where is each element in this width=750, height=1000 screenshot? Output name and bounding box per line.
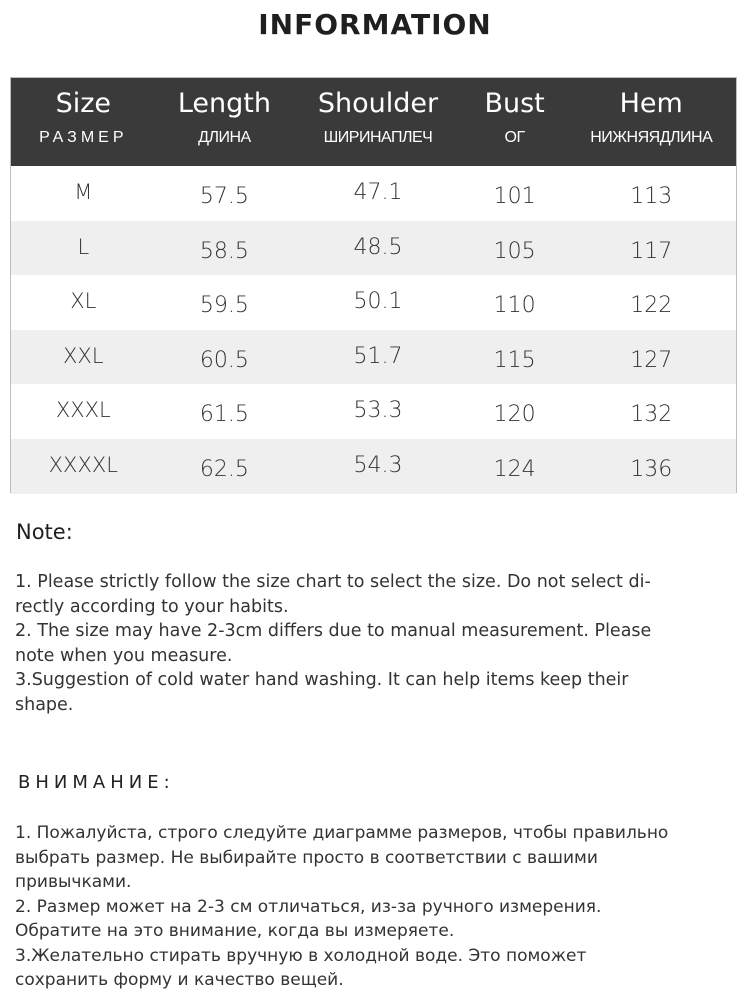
note-line: сохранить форму и качество вещей. xyxy=(15,970,344,990)
note-line: rectly according to your habits. xyxy=(15,596,289,617)
cell-length: 59.5 xyxy=(199,293,249,319)
cell-size: XL xyxy=(70,289,97,314)
table-body xyxy=(11,166,736,494)
cell-hem: 117 xyxy=(630,238,673,264)
cell-shoulder: 48.5 xyxy=(353,234,403,260)
cell-size: XXL xyxy=(63,343,104,368)
header-main: Size xyxy=(55,88,112,119)
table-row xyxy=(11,384,736,439)
cell-bust: 105 xyxy=(493,238,536,264)
note-line: 3.Желательно стирать вручную в холодной воде. Это поможет xyxy=(15,945,587,966)
cell-hem: 132 xyxy=(630,402,673,428)
cell-length: 60.5 xyxy=(199,347,249,373)
cell-shoulder: 53.3 xyxy=(353,398,403,424)
cell-shoulder: 50.1 xyxy=(353,289,403,315)
note-line: 3.Suggestion of cold water hand washing. It can help items keep their xyxy=(15,670,629,690)
cell-size: M xyxy=(74,180,93,204)
table-row xyxy=(11,439,736,494)
russian-note-heading: ВНИМАНИЕ: xyxy=(18,772,175,793)
cell-size: L xyxy=(77,234,90,259)
size-chart-table xyxy=(10,77,737,493)
note-text xyxy=(15,570,740,717)
table-row xyxy=(11,275,736,330)
note-line: note when you measure. xyxy=(15,645,233,666)
header-bust xyxy=(463,78,567,166)
cell-size: XXXL xyxy=(55,398,111,423)
header-hem xyxy=(566,78,736,166)
cell-bust: 115 xyxy=(493,347,536,373)
note-line: привычками. xyxy=(15,872,132,892)
cell-hem: 136 xyxy=(630,456,673,482)
cell-length: 58.5 xyxy=(199,238,249,264)
header-sub: ОГ xyxy=(504,129,525,146)
note-line: 1. Please strictly follow the size chart to select the size. Do not select di- xyxy=(15,572,651,592)
note-line: 2. Размер может на 2-3 см отличаться, из-за ручного измерения. xyxy=(15,896,602,917)
page-title: INFORMATION xyxy=(258,8,492,41)
header-main: Bust xyxy=(484,88,545,119)
header-sub: ШИРИНАПЛЕЧ xyxy=(323,129,433,146)
cell-length: 61.5 xyxy=(199,402,249,428)
cell-shoulder: 54.3 xyxy=(353,452,403,478)
table-row xyxy=(11,330,736,385)
cell-shoulder: 51.7 xyxy=(353,343,403,369)
cell-bust: 110 xyxy=(493,293,536,319)
header-size xyxy=(11,78,156,166)
header-length xyxy=(156,78,294,166)
note-line: 2. The size may have 2-3cm differs due to manual measurement. Please xyxy=(15,621,652,641)
cell-size: XXXXL xyxy=(48,452,118,477)
table-header xyxy=(11,78,736,166)
header-shoulder xyxy=(293,78,463,166)
table-row xyxy=(11,221,736,276)
note-heading: Note: xyxy=(16,520,73,544)
table-row xyxy=(11,166,736,221)
cell-length: 57.5 xyxy=(199,184,249,209)
cell-bust: 101 xyxy=(493,184,536,209)
cell-hem: 113 xyxy=(630,184,673,209)
header-main: Length xyxy=(177,88,271,119)
header-main: Shoulder xyxy=(317,88,439,119)
cell-bust: 120 xyxy=(493,402,536,428)
header-sub: ДЛИНА xyxy=(198,129,251,146)
cell-length: 62.5 xyxy=(199,456,249,482)
cell-hem: 122 xyxy=(630,293,673,319)
header-sub: НИЖНЯЯДЛИНА xyxy=(590,129,713,146)
note-line: Обратите на это внимание, когда вы измеряете. xyxy=(15,921,455,941)
cell-hem: 127 xyxy=(630,347,673,373)
cell-shoulder: 47.1 xyxy=(353,180,403,205)
cell-bust: 124 xyxy=(493,456,536,482)
note-line: 1. Пожалуйста, строго следуйте диаграмме размеров, чтобы правильно xyxy=(15,823,669,843)
russian-note-text xyxy=(15,821,740,993)
note-line: shape. xyxy=(15,694,74,715)
header-main: Hem xyxy=(619,88,683,119)
note-line: выбрать размер. Не выбирайте просто в соответствии с вашими xyxy=(15,847,598,868)
header-sub: РАЗМЕР xyxy=(39,129,128,146)
